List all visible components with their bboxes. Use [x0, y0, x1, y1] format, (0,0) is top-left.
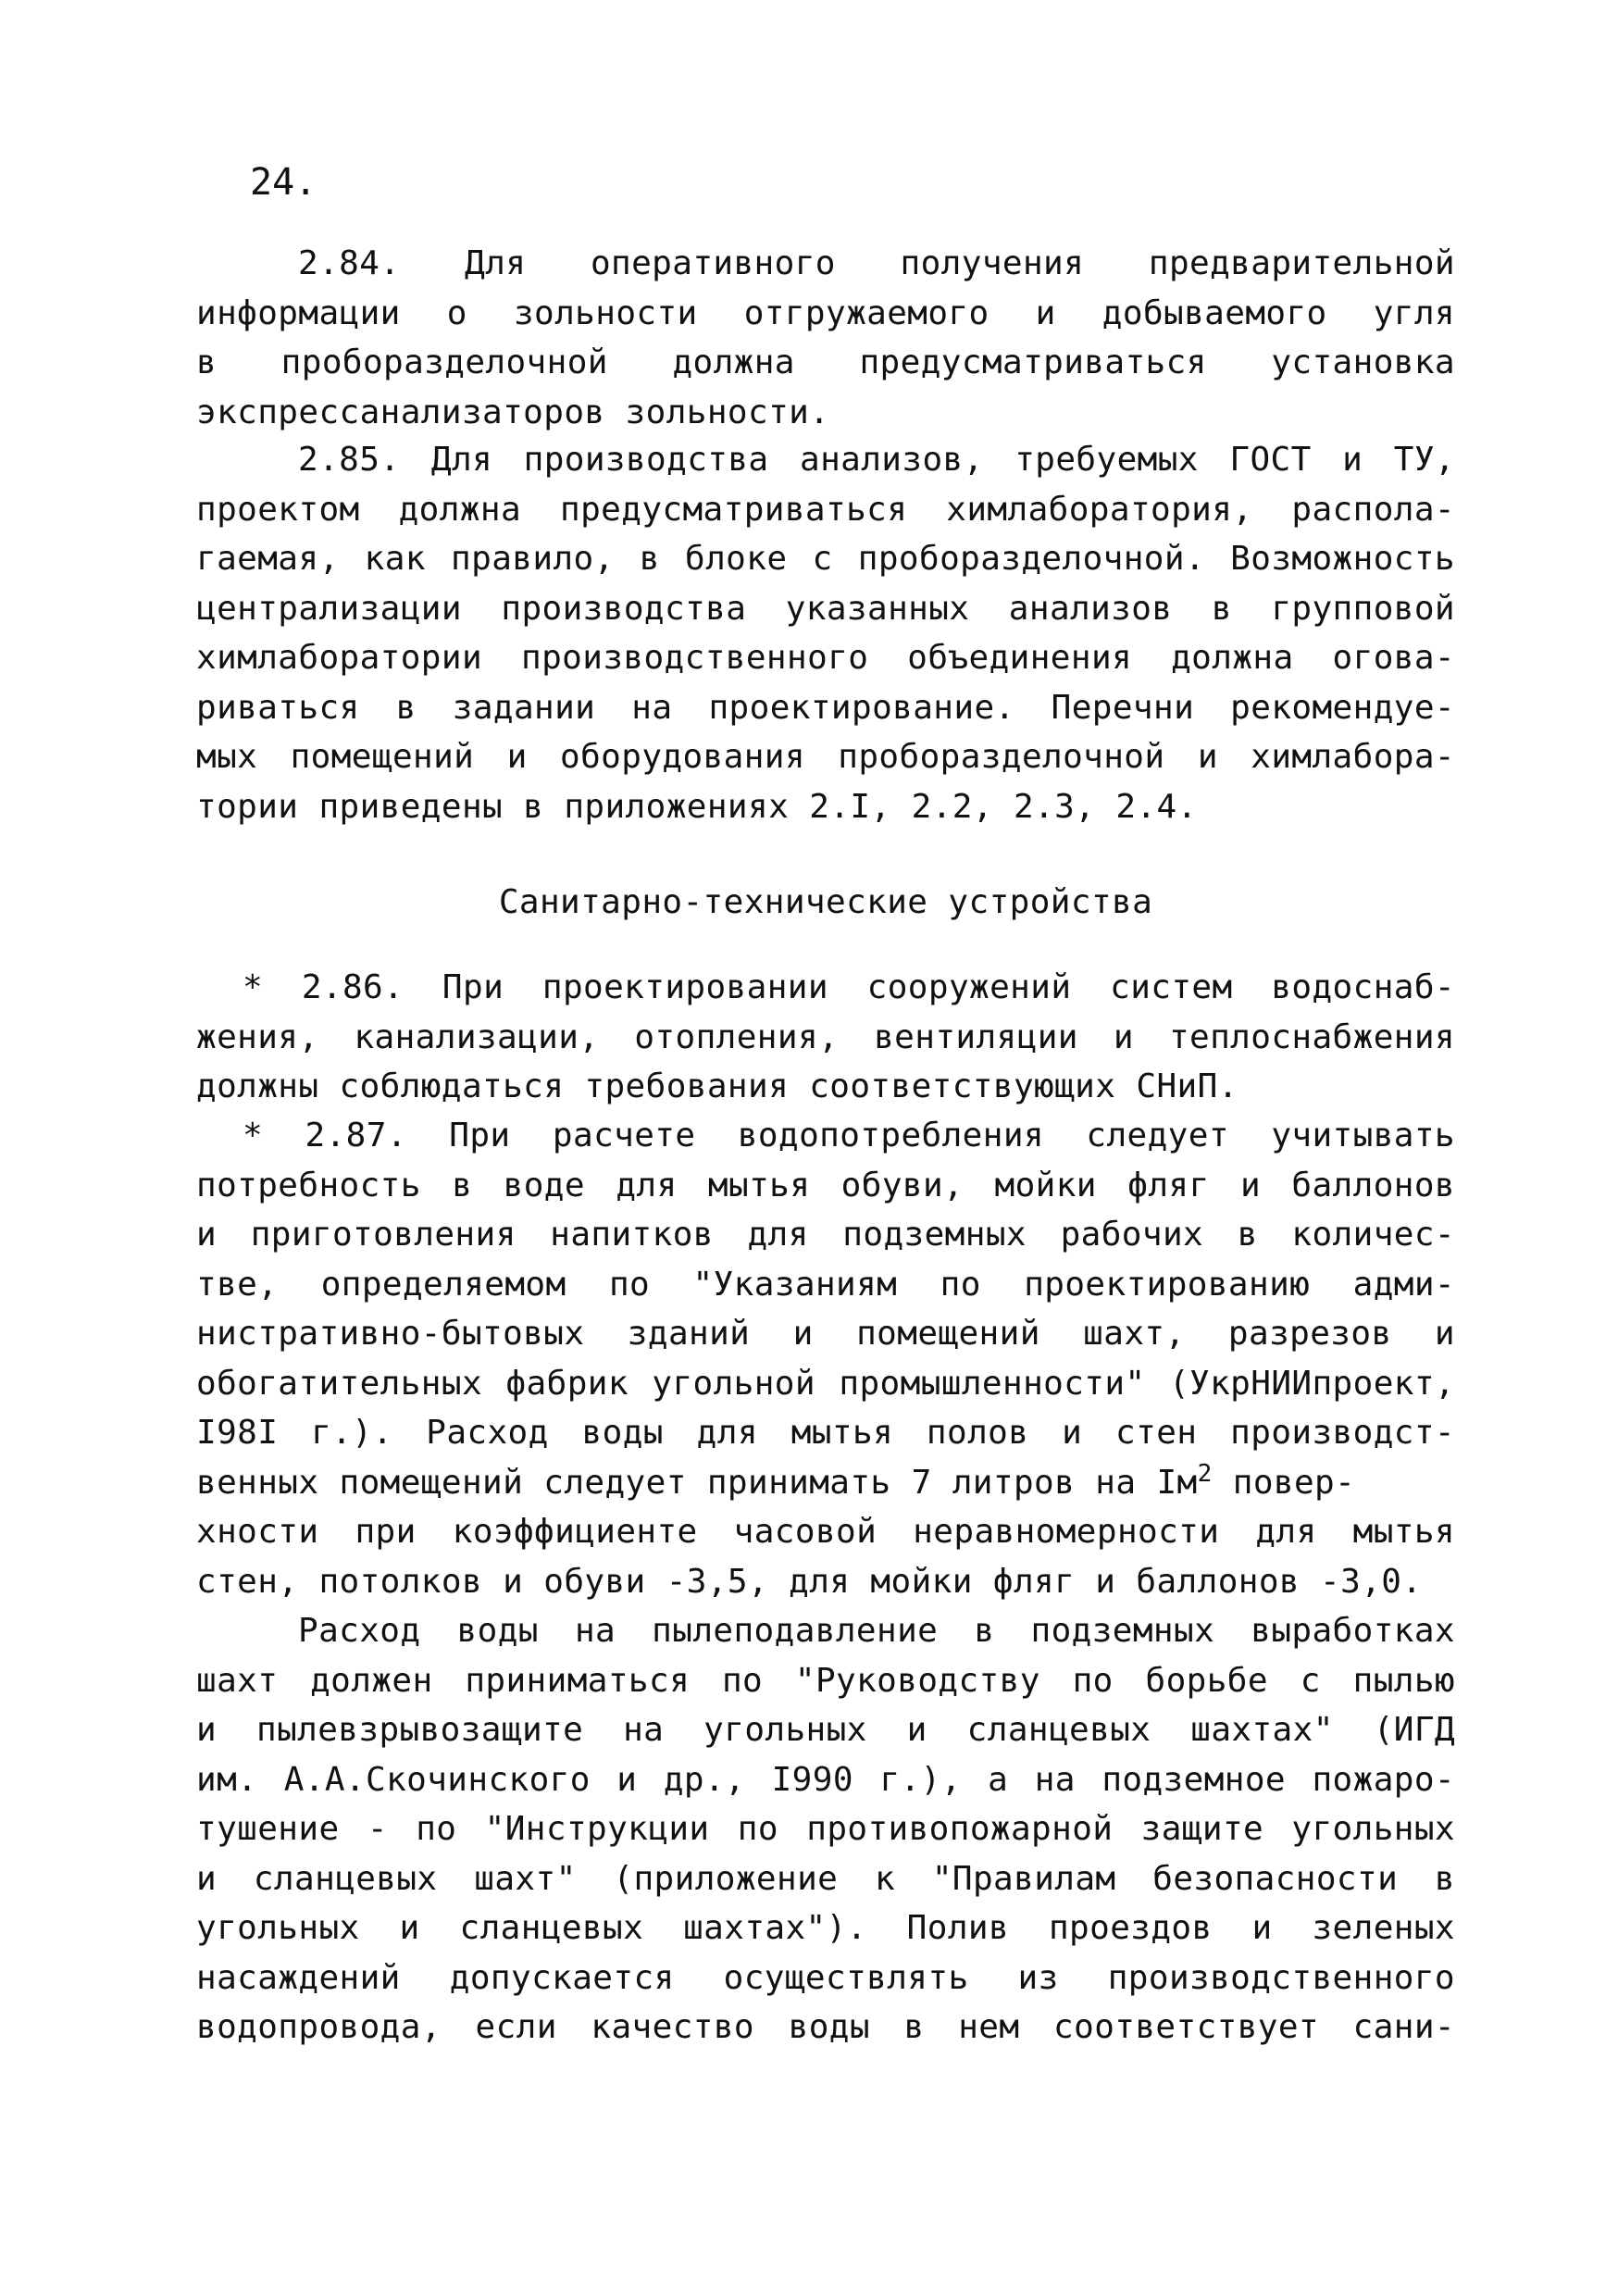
- text-fragment: повер-: [1212, 1463, 1356, 1502]
- text-line: им. А.А.Скочинского и др., I990 г.), а на подземное пожаро-: [196, 1760, 1455, 1799]
- text-line: стен, потолков и обуви -3,5, для мойки фляг и баллонов -3,0.: [196, 1562, 1423, 1601]
- text-line: шахт должен приниматься по "Руководству по борьбе с пылью: [196, 1661, 1455, 1700]
- text-line: нистративно-бытовых зданий и помещений шахт, разрезов и: [196, 1315, 1455, 1353]
- text-line: потребность в воде для мытья обуви, мойки фляг и баллонов: [196, 1166, 1455, 1204]
- text-line: экспрессанализаторов зольности.: [196, 393, 830, 431]
- text-line: в пробоpазделочной должна предусматриваться установка: [196, 343, 1455, 381]
- paragraph-2-84: [196, 239, 1455, 437]
- text-line: жения, канализации, отопления, вентиляции и теплоснабжения: [196, 1017, 1455, 1056]
- text-line-with-superscript: [196, 1458, 1455, 1508]
- text-line: тушение - по "Инструкции по противопожарной защите угольных: [196, 1810, 1455, 1848]
- paragraph-2-86: [196, 963, 1455, 1112]
- text-line: риваться в задании на проектирование. Перечни рекомендуе-: [196, 688, 1455, 727]
- text-line: * 2.87. При расчете водопотребления следует учитывать: [243, 1117, 1455, 1154]
- superscript: 2: [1197, 1459, 1213, 1488]
- text-line: централизации производства указанных анализов в групповой: [196, 589, 1455, 628]
- paragraph-2-87: [196, 1111, 1455, 1606]
- text-line: угольных и сланцевых шахтах"). Полив проездов и зеленых: [196, 1909, 1455, 1947]
- text-line: тве, определяемом по "Указаниям по проектированию адми-: [196, 1265, 1455, 1304]
- text-line: обогатительных фабрик угольной промышленности" (УкрНИИпроект,: [196, 1364, 1455, 1403]
- paragraph-2-85: [196, 435, 1455, 831]
- paragraph-water-consumption: [196, 1606, 1455, 2053]
- text-line: должны соблюдаться требования соответствующих СНиП.: [196, 1067, 1238, 1105]
- text-line: гаемая, как правило, в блоке с пробоpазделочной. Возможность: [196, 540, 1455, 578]
- section-heading: Санитарно-технические устройства: [498, 883, 1153, 921]
- text-line: Расход воды на пылеподавление в подземных выработках: [298, 1612, 1455, 1650]
- text-line: тории приведены в приложениях 2.I, 2.2, 2.3, 2.4.: [196, 787, 1198, 826]
- text-line: хности при коэффициенте часовой неравномерности для мытья: [196, 1513, 1455, 1551]
- text-line: I98I г.). Расход воды для мытья полов и стен производст-: [196, 1414, 1455, 1452]
- text-line: химлаборатории производственного объединения должна огова-: [196, 639, 1455, 677]
- text-line: и пылевзрывозащите на угольных и сланцевых шахтах" (ИГД: [196, 1711, 1455, 1749]
- text-line: информации о зольности отгружаемого и добываемого угля: [196, 293, 1455, 332]
- page-number: 24.: [250, 161, 317, 204]
- text-line: мых помещений и оборудования пробоpазделочной и химлабора-: [196, 738, 1455, 776]
- text-line: водопровода, если качество воды в нем соответствует сани-: [196, 2008, 1455, 2046]
- text-line: насаждений допускается осуществлять из производственного: [196, 1958, 1455, 1997]
- text-line: 2.84. Для оперативного получения предварительной: [298, 244, 1455, 282]
- text-line: 2.85. Для производства анализов, требуемых ГОСТ и ТУ,: [298, 441, 1455, 479]
- text-line: проектом должна предусматриваться химлаборатория, распола-: [196, 490, 1455, 529]
- text-line: * 2.86. При проектировании сооружений систем водоснаб-: [243, 968, 1455, 1006]
- text-fragment: венных помещений следует принимать 7 литров на Iм: [196, 1463, 1198, 1502]
- text-line: и сланцевых шахт" (приложение к "Правилам безопасности в: [196, 1859, 1455, 1898]
- text-line: и приготовления напитков для подземных рабочих в количес-: [196, 1216, 1455, 1254]
